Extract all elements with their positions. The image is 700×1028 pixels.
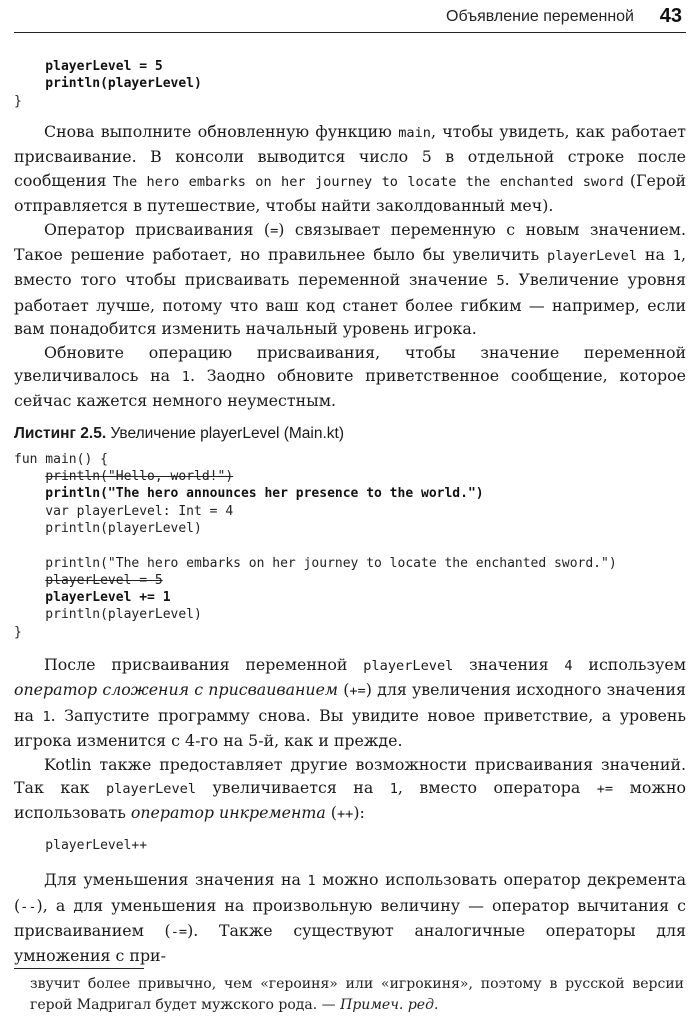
listing-caption: Листинг 2.5. Увеличение playerLevel (Main.kt) xyxy=(14,424,344,442)
code-increment: playerLevel++ xyxy=(14,837,148,853)
page-number: 43 xyxy=(659,5,682,27)
footnote-rule xyxy=(14,968,144,969)
code-line: playerLevel = 5 xyxy=(14,59,163,74)
footnote: звучит более привычно, чем «героиня» или «игрокиня», поэтому в русской версии герой Мадригал будет мужского рода. — Примеч. ред. xyxy=(30,976,684,1013)
page-header xyxy=(14,0,686,33)
code-line: println(playerLevel) xyxy=(14,76,202,92)
struck-code: playerLevel = 5 xyxy=(45,572,163,588)
paragraph: Снова выполните обновленную функцию main, чтобы увидеть, как работает присваивание. В консоли выводится число 5 в отдельной строке после сообщения The hero embarks on her journey to locate the enchanted sword (Герой отправляется в путешествие, чтобы найти заколдованный меч). xyxy=(14,121,686,216)
paragraph: Kotlin также предоставляет другие возможности присваивания значений. Так как playerLevel увеличивается на 1, вместо оператора += можно использовать оператор инкремента (++): xyxy=(14,754,686,823)
code-line: } xyxy=(14,93,22,109)
code-snippet-top xyxy=(14,58,686,110)
paragraph: Обновите операцию присваивания, чтобы значение переменной увеличивалось на 1. Заодно обновите приветственное сообщение, которое сейчас кажется немного неуместным. xyxy=(14,342,686,411)
paragraph: Оператор присваивания (=) связывает переменную с новым значением. Такое решение работает, но правильнее было бы увеличить playerLevel на 1, вместо того чтобы присваивать переменной значение 5. Увеличение уровня работает лучше, потому что ваш код станет более гибким — например, если вам понадобится изменить начальный уровень игрока. xyxy=(14,219,686,339)
struck-code: println("Hello, world!") xyxy=(45,469,234,485)
page-content xyxy=(14,58,686,968)
paragraph: После присваивания переменной playerLevel значения 4 используем оператор сложения с присваиванием (+=) для увеличения исходного значения на 1. Запустите программу снова. Вы увидите новое приветствие, а уровень игрока изменится с 4-го на 5-й, как и прежде. xyxy=(14,655,687,751)
code-listing: fun main() { println("Hello, world!") println("The hero announces her presence to the world.") var playerLevel: Int = 4 println(playerLevel) println("The hero embarks on her journey to locate the enchanted sword.") playerLevel = 5 playerLevel += 1 println(playerLevel) } xyxy=(14,451,617,640)
paragraph: Для уменьшения значения на 1 можно использовать оператор декремента (--), а для уменьшения на произвольную величину — оператор вычитания с присваиванием (-=). Также существуют аналогичные операторы для умножения с при- xyxy=(14,870,687,966)
running-head: Объявление переменной xyxy=(446,8,634,25)
